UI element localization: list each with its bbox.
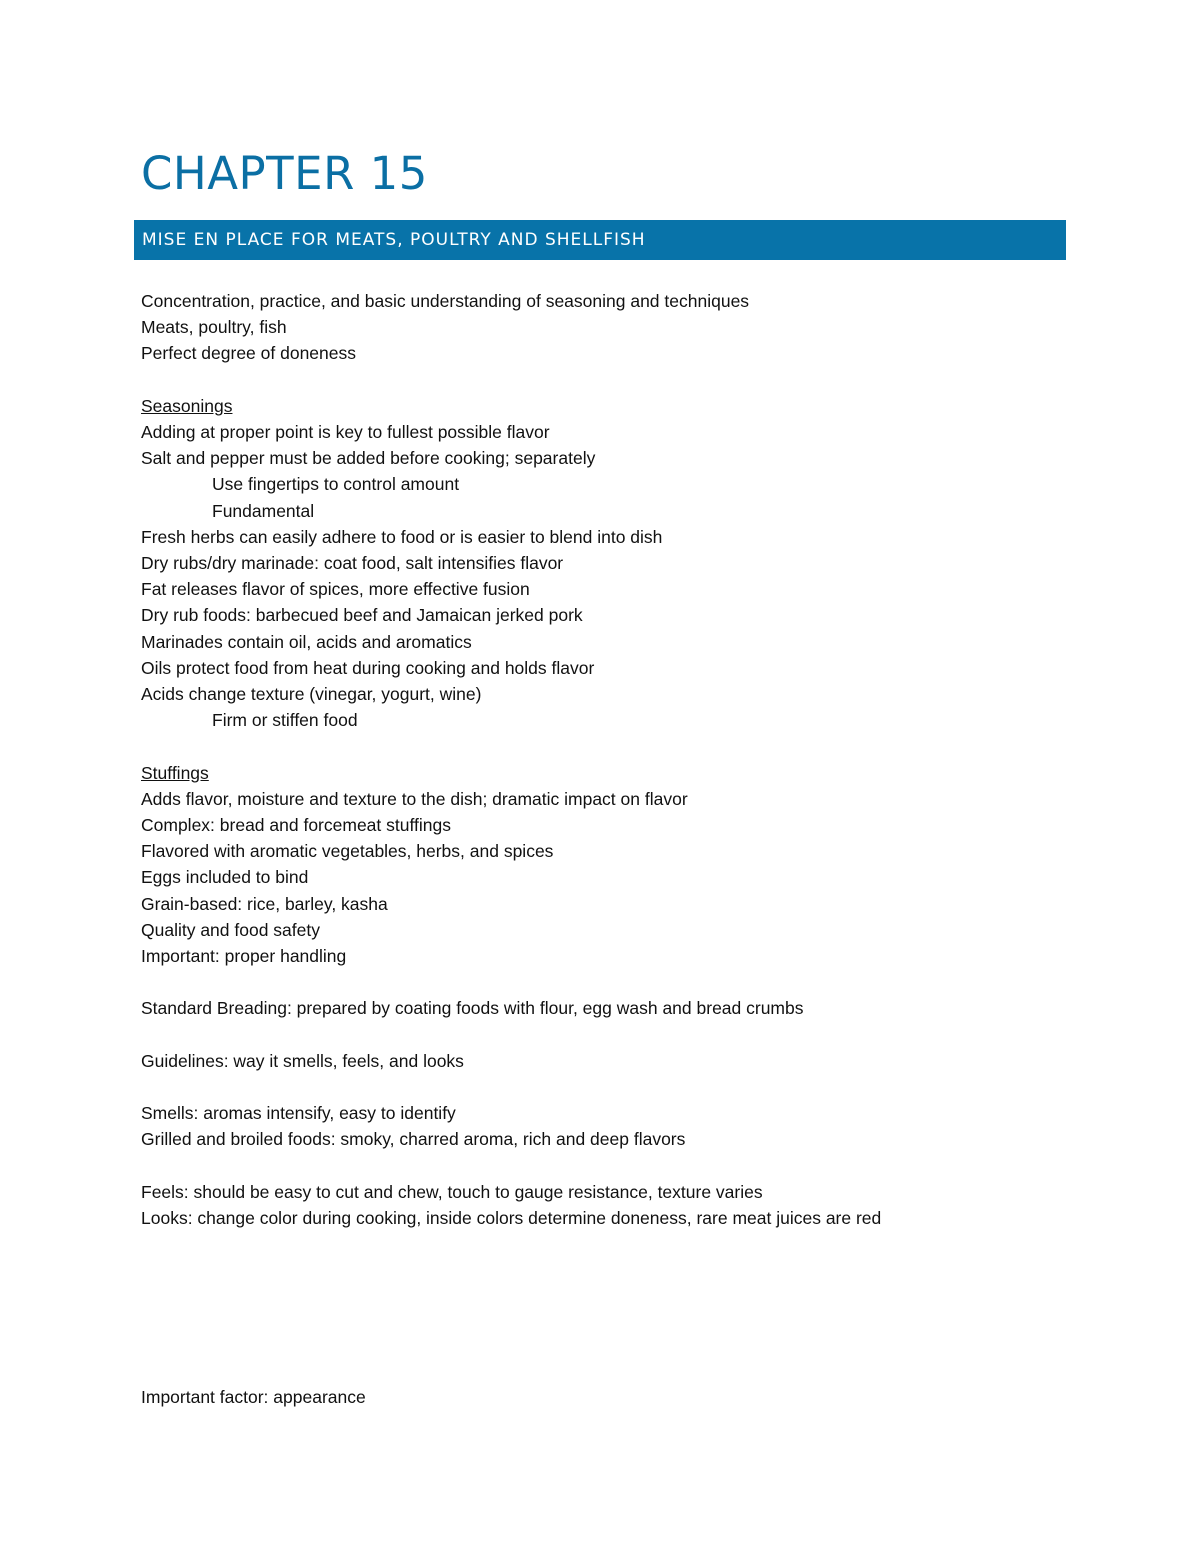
stuffings-line: Grain-based: rice, barley, kasha xyxy=(141,893,388,914)
seasonings-line: Acids change texture (vinegar, yogurt, wine) xyxy=(141,684,482,705)
seasonings-line: Marinades contain oil, acids and aromatics xyxy=(141,631,472,652)
spacer xyxy=(141,1153,1101,1179)
seasonings-line: Salt and pepper must be added before cooking; separately xyxy=(141,448,596,469)
seasonings-line: Dry rubs/dry marinade: coat food, salt intensifies flavor xyxy=(141,553,564,574)
seasonings-line: Adding at proper point is key to fullest possible flavor xyxy=(141,422,550,442)
important-factor-line: Important factor: appearance xyxy=(141,1387,366,1407)
spacer xyxy=(141,733,1101,759)
breading-line: Standard Breading: prepared by coating foods with flour, egg wash and bread crumbs xyxy=(141,998,804,1019)
intro-line: Meats, poultry, fish xyxy=(141,317,287,338)
intro-line: Concentration, practice, and basic understanding of seasoning and techniques xyxy=(141,291,750,311)
section-title: MISE EN PLACE FOR MEATS, POULTRY AND SHELLFISH xyxy=(142,230,646,250)
section-banner xyxy=(134,220,1066,260)
seasonings-line: Oils protect food from heat during cooking and holds flavor xyxy=(141,657,595,678)
stuffings-line: Important: proper handling xyxy=(141,946,347,967)
smells-line: Grilled and broiled foods: smoky, charred aroma, rich and deep flavors xyxy=(141,1129,686,1150)
intro-line: Perfect degree of doneness xyxy=(141,343,357,364)
stuffings-heading: Stuffings xyxy=(141,762,209,783)
chapter-title: CHAPTER 15 xyxy=(141,147,428,200)
stuffings-line: Complex: bread and forcemeat stuffings xyxy=(141,815,451,836)
looks-line: Looks: change color during cooking, inside colors determine doneness, rare meat juices are red xyxy=(141,1208,882,1229)
guidelines-line: Guidelines: way it smells, feels, and looks xyxy=(141,1050,464,1071)
stuffings-line: Eggs included to bind xyxy=(141,867,309,888)
stuffings-line: Adds flavor, moisture and texture to the dish; dramatic impact on flavor xyxy=(141,788,688,809)
stuffings-line: Flavored with aromatic vegetables, herbs, and spices xyxy=(141,841,554,862)
smells-line: Smells: aromas intensify, easy to identify xyxy=(141,1103,456,1124)
seasonings-line: Fresh herbs can easily adhere to food or is easier to blend into dish xyxy=(141,526,663,547)
seasonings-subline: Use fingertips to control amount xyxy=(212,474,460,495)
seasonings-subline: Fundamental xyxy=(212,500,315,521)
seasonings-heading: Seasonings xyxy=(141,395,233,416)
notes-body xyxy=(141,288,1101,1231)
seasonings-line: Fat releases flavor of spices, more effective fusion xyxy=(141,579,530,600)
spacer xyxy=(141,367,1101,393)
spacer xyxy=(141,1074,1101,1100)
seasonings-line: Dry rub foods: barbecued beef and Jamaican jerked pork xyxy=(141,605,583,626)
feels-line: Feels: should be easy to cut and chew, touch to gauge resistance, texture varies xyxy=(141,1181,763,1202)
stuffings-line: Quality and food safety xyxy=(141,919,320,940)
spacer xyxy=(141,1022,1101,1048)
spacer xyxy=(141,969,1101,995)
seasonings-subline: Firm or stiffen food xyxy=(212,710,358,731)
